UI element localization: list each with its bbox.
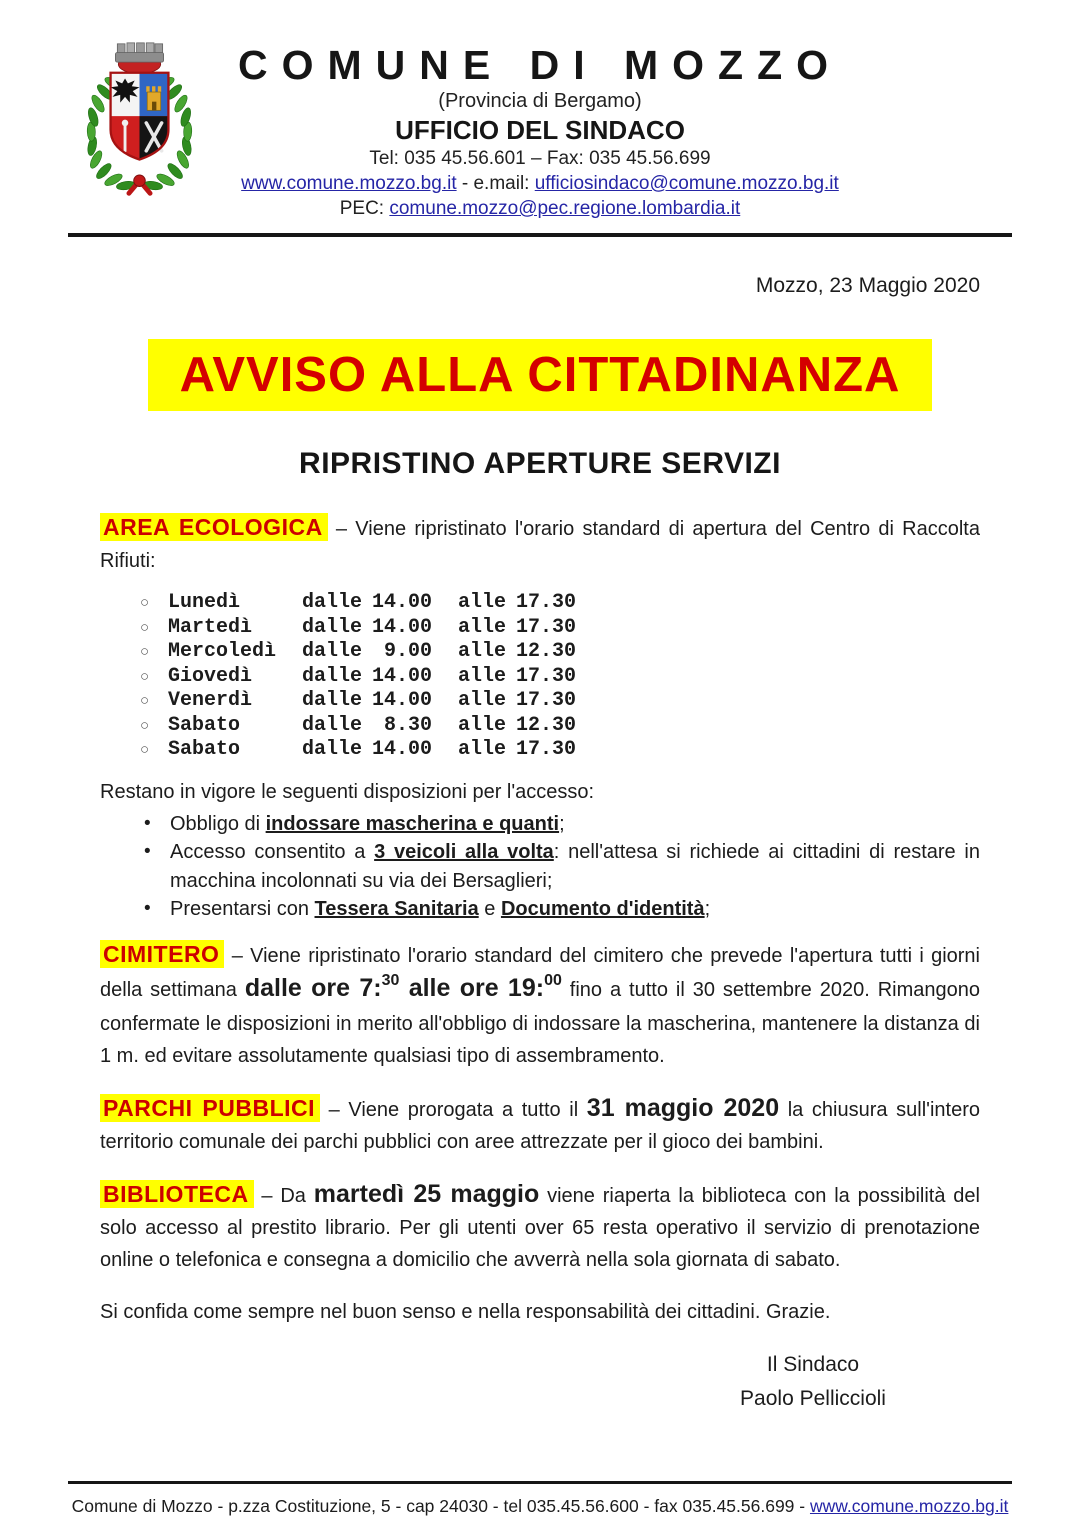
circle-bullet-icon: ○ bbox=[140, 643, 150, 660]
section-parchi-pubblici bbox=[100, 1092, 980, 1158]
schedule-row bbox=[140, 616, 980, 641]
access-rule-item bbox=[144, 810, 980, 839]
rule-strong: 3 veicoli alla volta bbox=[374, 841, 554, 863]
access-rule-text bbox=[170, 810, 980, 839]
rule-strong: indossare mascherina e quanti bbox=[265, 812, 560, 835]
letterhead-text bbox=[68, 36, 1012, 221]
cimitero-hours-to: alle ore 19: bbox=[399, 973, 545, 1002]
circle-bullet-icon: ○ bbox=[140, 594, 150, 611]
cimitero-hours-to-minutes: 00 bbox=[544, 971, 562, 989]
schedule-from-label: dalle bbox=[302, 615, 363, 639]
municipal-coat-of-arms-icon bbox=[72, 36, 207, 204]
circle-bullet-icon: ○ bbox=[140, 618, 150, 636]
disc-bullet-icon: • bbox=[144, 841, 151, 862]
cimitero-hours-from-minutes: 30 bbox=[381, 971, 400, 989]
access-rule-item bbox=[144, 838, 980, 895]
circle-bullet-icon: ○ bbox=[140, 716, 150, 734]
footer-text: Comune di Mozzo - p.zza Costituzione, 5 - cap 24030 - tel 035.45.56.600 - fax 035.45.56.699 - bbox=[71, 1496, 810, 1516]
schedule-day: Sabato bbox=[168, 738, 241, 761]
schedule-from-time: 14.00 bbox=[372, 615, 433, 639]
footer-contact-line bbox=[68, 1484, 1012, 1531]
schedule-from-label: dalle bbox=[302, 640, 363, 663]
rule-mid: e bbox=[478, 898, 501, 920]
area-ecologica-text: – Viene ripristinato l'orario standard di apertura del Centro di Raccolta Rifiuti: bbox=[100, 518, 980, 572]
signature-name: Paolo Pelliccioli bbox=[740, 1386, 886, 1410]
disc-bullet-icon: • bbox=[144, 898, 151, 919]
parchi-date: 31 maggio 2020 bbox=[586, 1093, 780, 1122]
schedule-day: Venerdì bbox=[168, 689, 253, 712]
rule-post: ; bbox=[559, 812, 565, 835]
circle-bullet-icon: ○ bbox=[140, 667, 150, 685]
page-footer bbox=[68, 1481, 1012, 1531]
schedule-row bbox=[140, 591, 980, 616]
letterhead bbox=[68, 36, 1012, 221]
biblioteca-post: viene riaperta la biblioteca con la possibilità del solo accesso al prestito librario. Per gli utenti over 65 resta operativo il servizio di prenotazione online o telefonica e consegna a domicilio che avverrà nella sola giornata di sabato. bbox=[100, 1184, 980, 1271]
rule-post: ; bbox=[704, 898, 711, 920]
schedule-from-label: dalle bbox=[302, 689, 363, 712]
schedule-to-time: 17.30 bbox=[516, 615, 577, 639]
schedule-from-time: 14.00 bbox=[372, 664, 433, 688]
schedule-row bbox=[140, 689, 980, 714]
schedule-to-label: alle bbox=[458, 664, 507, 688]
schedule-to-label: alle bbox=[458, 713, 507, 737]
biblioteca-date: martedì 25 maggio bbox=[313, 1179, 540, 1208]
header-divider bbox=[68, 233, 1012, 237]
website-link[interactable]: www.comune.mozzo.bg.it bbox=[241, 173, 457, 194]
rule-pre: Obbligo di bbox=[170, 812, 266, 835]
schedule-to-time: 12.30 bbox=[516, 640, 577, 663]
rule-pre: Presentarsi con bbox=[170, 898, 315, 920]
access-rule-item bbox=[144, 895, 980, 924]
document-title: RIPRISTINO APERTURE SERVIZI bbox=[299, 447, 781, 480]
section-heading-cimitero: CIMITERO bbox=[100, 940, 224, 968]
section-cimitero bbox=[100, 938, 980, 1072]
schedule-to-time: 17.30 bbox=[516, 591, 577, 614]
schedule-to-label: alle bbox=[458, 591, 507, 614]
pec-label: PEC: bbox=[339, 198, 390, 219]
schedule-from-time: 14.00 bbox=[372, 689, 433, 712]
email-separator: - e.mail: bbox=[456, 173, 535, 194]
schedule-to-label: alle bbox=[458, 738, 507, 761]
province-line: (Provincia di Bergamo) bbox=[438, 90, 642, 112]
schedule-row bbox=[140, 738, 980, 763]
section-heading-area-ecologica: AREA ECOLOGICA bbox=[100, 513, 328, 541]
mural-crown bbox=[115, 43, 163, 74]
schedule-to-time: 12.30 bbox=[516, 713, 577, 737]
pec-line bbox=[68, 196, 1012, 221]
schedule-from-label: dalle bbox=[302, 713, 363, 737]
office-line: UFFICIO DEL SINDACO bbox=[395, 115, 685, 145]
section-heading-parchi-pubblici: PARCHI PUBBLICI bbox=[100, 1094, 320, 1122]
cimitero-hours-from: dalle ore 7: bbox=[244, 973, 382, 1002]
opening-hours-list bbox=[140, 591, 980, 763]
signature-role: Il Sindaco bbox=[766, 1352, 860, 1376]
date-line: Mozzo, 23 Maggio 2020 bbox=[755, 274, 980, 297]
schedule-row bbox=[140, 640, 980, 665]
access-rules-intro: Restano in vigore le seguenti disposizioni per l'accesso: bbox=[100, 780, 595, 803]
pec-link[interactable]: comune.mozzo@pec.regione.lombardia.it bbox=[389, 198, 741, 219]
schedule-day: Sabato bbox=[168, 713, 241, 737]
rule-post: : nell'attesa si richiede ai cittadini di restare in macchina incolonnati su via dei Bersaglieri; bbox=[170, 841, 980, 892]
schedule-day: Lunedì bbox=[168, 591, 241, 614]
signature-block bbox=[688, 1350, 938, 1414]
cimitero-post: fino a tutto il 30 settembre 2020. Rimangono confermate le disposizioni in merito all'obbligo di indossare la mascherina, mantenere la distanza di 1 m. ed evitare assolutamente qualsiasi tipo di assembramento. bbox=[100, 978, 980, 1067]
schedule-from-time: 8.30 bbox=[384, 713, 433, 737]
schedule-row bbox=[140, 665, 980, 690]
schedule-row bbox=[140, 714, 980, 739]
schedule-from-time: 14.00 bbox=[372, 591, 433, 614]
parchi-post: la chiusura sull'intero territorio comunale dei parchi pubblici con aree attrezzate per il gioco dei bambini. bbox=[100, 1098, 980, 1153]
schedule-from-label: dalle bbox=[302, 738, 363, 761]
rule-strong: Tessera Sanitaria bbox=[314, 898, 479, 920]
parchi-pre: – Viene prorogata a tutto il bbox=[320, 1098, 587, 1121]
phone-fax-line: Tel: 035 45.56.601 – Fax: 035 45.56.699 bbox=[369, 148, 711, 169]
municipality-title: COMUNE DI MOZZO bbox=[237, 42, 843, 88]
schedule-to-time: 17.30 bbox=[516, 738, 577, 761]
schedule-day: Giovedì bbox=[168, 664, 253, 688]
disc-bullet-icon: • bbox=[144, 812, 151, 834]
schedule-from-label: dalle bbox=[302, 591, 363, 614]
biblioteca-pre: – Da bbox=[253, 1184, 314, 1207]
notice-banner bbox=[148, 339, 932, 411]
schedule-day: Mercoledì bbox=[168, 640, 277, 663]
document-body bbox=[100, 481, 980, 1414]
schedule-to-label: alle bbox=[458, 615, 507, 639]
access-rule-text bbox=[170, 895, 980, 924]
schedule-from-label: dalle bbox=[302, 664, 363, 688]
circle-bullet-icon: ○ bbox=[140, 741, 150, 758]
section-area-ecologica bbox=[100, 511, 980, 577]
shield bbox=[111, 73, 169, 160]
schedule-to-label: alle bbox=[458, 640, 507, 663]
section-heading-biblioteca: BIBLIOTECA bbox=[100, 1180, 254, 1208]
schedule-to-label: alle bbox=[458, 689, 507, 712]
cimitero-pre: – Viene ripristinato l'orario standard del cimitero che prevede l'apertura tutti i giorni della settimana bbox=[100, 944, 980, 1001]
access-rule-text bbox=[170, 838, 980, 895]
tower bbox=[146, 86, 161, 110]
web-email-line bbox=[68, 171, 1012, 196]
section-biblioteca bbox=[100, 1178, 980, 1276]
schedule-to-time: 17.30 bbox=[516, 689, 577, 712]
schedule-from-time: 9.00 bbox=[384, 640, 433, 663]
schedule-to-time: 17.30 bbox=[516, 664, 577, 688]
circle-bullet-icon: ○ bbox=[140, 692, 150, 709]
schedule-day: Martedì bbox=[168, 615, 253, 639]
email-link[interactable]: ufficiosindaco@comune.mozzo.bg.it bbox=[534, 173, 839, 194]
rule-strong2: Documento d'identità bbox=[500, 898, 705, 920]
closing-paragraph: Si confida come sempre nel buon senso e nella responsabilità dei cittadini. Grazie. bbox=[100, 1300, 831, 1323]
notice-banner-text: AVVISO ALLA CITTADINANZA bbox=[179, 348, 901, 402]
access-rules-list bbox=[144, 810, 980, 924]
schedule-from-time: 14.00 bbox=[372, 738, 433, 761]
rule-pre: Accesso consentito a bbox=[170, 841, 375, 863]
footer-website-link[interactable]: www.comune.mozzo.bg.it bbox=[809, 1496, 1009, 1516]
